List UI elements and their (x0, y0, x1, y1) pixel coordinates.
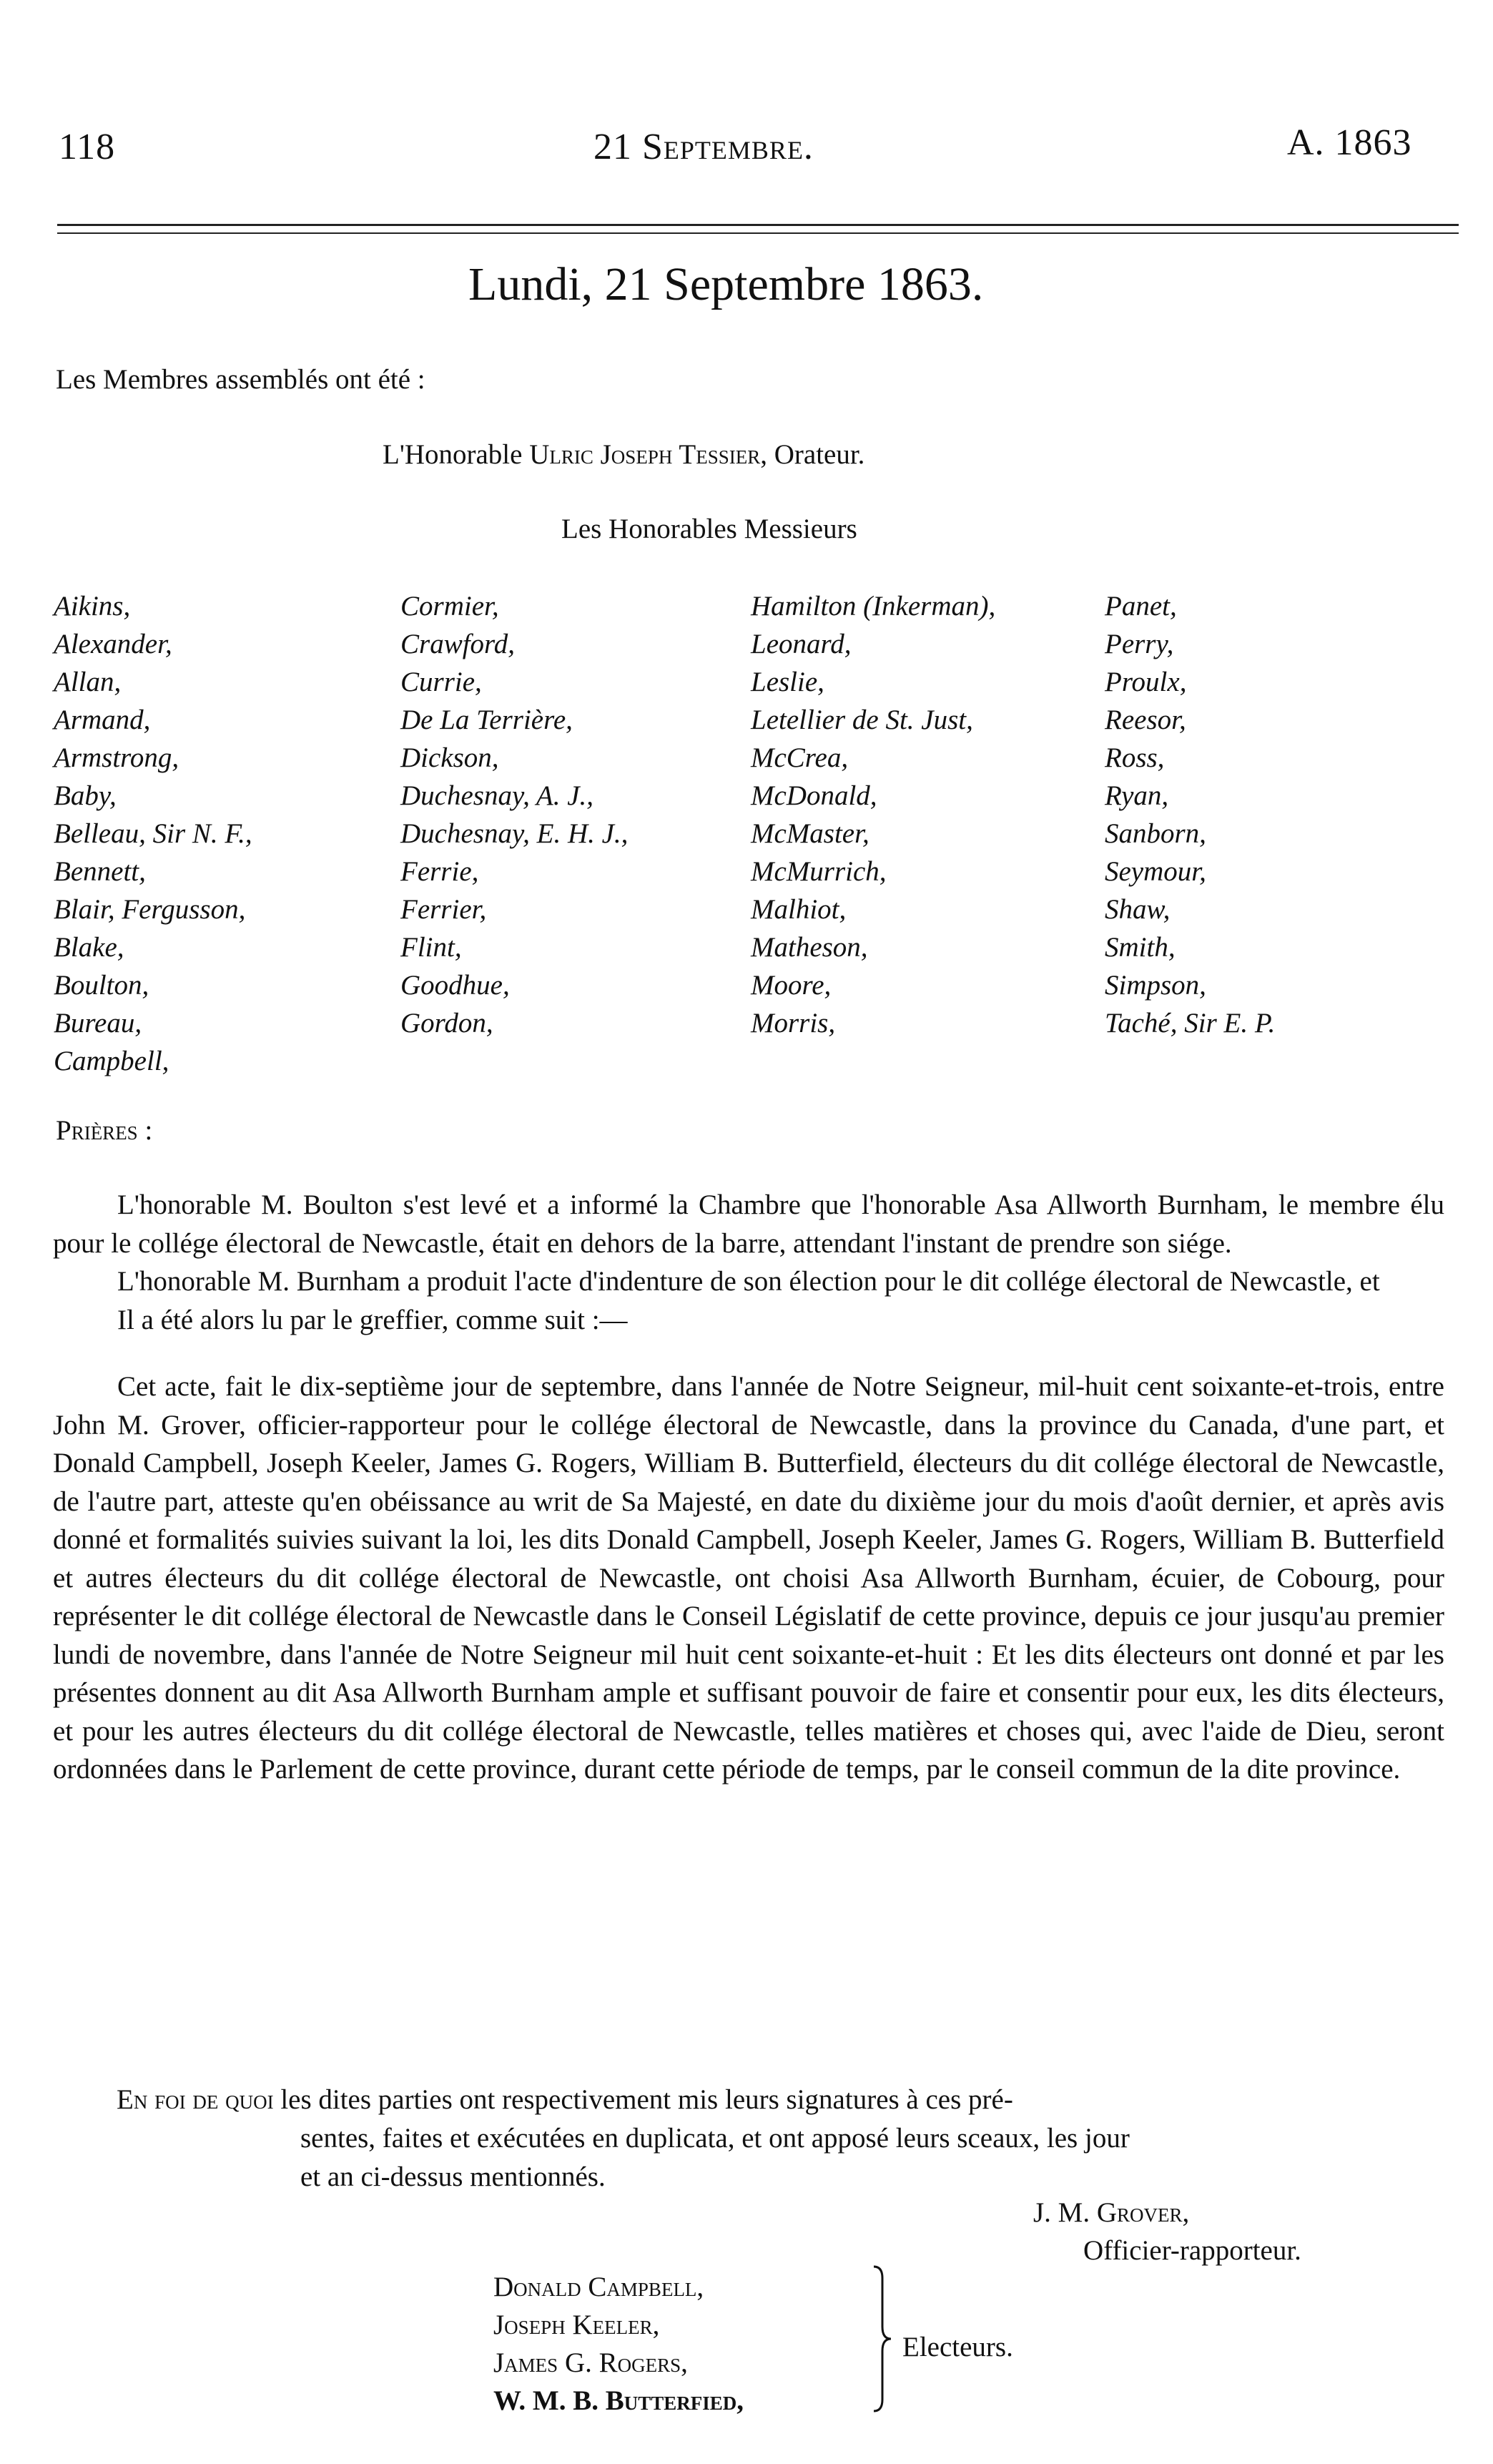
elector-name: James G. Rogers, (493, 2347, 688, 2378)
member-name: Leslie, (751, 667, 824, 697)
members-column-2 (400, 586, 628, 1041)
member-name: Goodhue, (400, 970, 510, 1001)
member-name: De La Terrière, (400, 705, 573, 735)
member-name: Taché, Sir E. P. (1105, 1008, 1276, 1039)
member-name: Armstrong, (54, 742, 179, 773)
page-number: 118 (59, 127, 116, 167)
paragraph-boulton: L'honorable M. Boulton s'est levé et a informé la Chambre que l'honorable Asa Allworth Burnham, le membre élu pour le collége électoral de Newcastle, était en dehors de la barre, attendant l'instant de prendre son siége. (53, 1189, 1444, 1259)
member-name: Crawford, (400, 629, 516, 659)
members-column-3 (751, 586, 995, 1041)
paragraph-burnham: L'honorable M. Burnham a produit l'acte d'indenture de son élection pour le dit collége électoral de Newcastle, et (117, 1266, 1380, 1297)
paragraph-acte: Cet acte, fait le dix-septième jour de septembre, dans l'année de Notre Seigneur, mil-huit cent soixante-et-trois, entre John M. Grover, officier-rapporteur pour le collége électoral de Newcastle, dans la province du Canada, d'une part, et Donald Campbell, Joseph Keeler, James G. Rogers, William B. Butterfield, électeurs du dit collége électoral de Newcastle, de l'autre part, atteste qu'en obéissance au writ de Sa Majesté, en date du dixième jour du mois d'août dernier, et après avis donné et formalités suivies suivant la loi, les dits Donald Campbell, Joseph Keeler, James G. Rogers, William B. Butterfield et autres électeurs du dit collége électoral de Newcastle, ont choisi Asa Allworth Burnham, écuier, de Cobourg, pour représenter le dit collége électoral de Newcastle dans le Conseil Législatif de cette province, depuis ce jour jusqu'au premier lundi de novembre, dans l'année de Notre Seigneur mil huit cent soixante-et-huit : Et les dits électeurs ont donné et par les présentes donnent au dit Asa Allworth Burnham ample et suffisant pouvoir de faire et consentir pour eux, les dits électeurs, et pour les autres électeurs du dit collége électoral de Newcastle, telles matières et choses qui, avec l'aide de Dieu, seront ordonnées dans le Parlement de cette province, durant cette période de temps, par le conseil commun de la dite province. (53, 1371, 1444, 1785)
member-name: Currie, (400, 667, 482, 697)
member-name: Blair, Fergusson, (54, 894, 246, 925)
member-name: Ross, (1105, 742, 1165, 773)
member-name: Reesor, (1105, 705, 1186, 735)
elector-name: Joseph Keeler, (493, 2310, 660, 2340)
elector-name: Donald Campbell, (493, 2272, 704, 2302)
paragraph-greffier: Il a été alors lu par le greffier, comme suit :— (117, 1304, 628, 1335)
member-name: Allan, (54, 667, 122, 697)
member-name: Belleau, Sir N. F., (54, 818, 252, 849)
foi-line-2: sentes, faites et exécutées en duplicata, et ont apposé leurs sceaux, les jour (300, 2123, 1130, 2154)
member-name: Malhiot, (751, 894, 847, 925)
prieres-heading: Prières : (56, 1115, 153, 1146)
member-name: Bureau, (54, 1008, 142, 1039)
foi-lead: En foi de quoi (117, 2084, 274, 2115)
header-date: 21 Septembre. (593, 127, 814, 167)
member-name: Aikins, (54, 591, 131, 622)
header-year: A. 1863 (1287, 122, 1412, 163)
member-name: Flint, (400, 932, 462, 963)
member-name: Alexander, (54, 629, 172, 659)
member-name: McMurrich, (751, 856, 887, 887)
member-name: Bennett, (54, 856, 146, 887)
body-text (53, 1186, 1444, 1789)
member-name: Letellier de St. Just, (751, 705, 973, 735)
page-title: Lundi, 21 Septembre 1863. (468, 258, 984, 310)
elector-name: W. M. B. Butterfied, (493, 2385, 744, 2416)
electors-label: Electeurs. (902, 2332, 1013, 2362)
member-name: Ferrier, (400, 894, 487, 925)
foi-line-1 (117, 2080, 1013, 2119)
member-name: Boulton, (54, 970, 149, 1001)
speaker-suffix: , Orateur. (760, 439, 865, 470)
signature-role: Officier-rapporteur. (1083, 2235, 1301, 2266)
header-rule-bottom (57, 232, 1459, 234)
member-name: Simpson, (1105, 970, 1206, 1001)
member-name: Morris, (751, 1008, 836, 1039)
member-name: Duchesnay, E. H. J., (400, 818, 629, 849)
members-column-4 (1105, 586, 1275, 1041)
member-name: Proulx, (1105, 667, 1187, 697)
member-name: Matheson, (751, 932, 868, 963)
member-name: Smith, (1105, 932, 1176, 963)
signature-name: J. M. Grover, (1033, 2197, 1190, 2228)
member-name: Dickson, (400, 742, 499, 773)
member-name: Armand, (54, 705, 151, 735)
member-name: Ferrie, (400, 856, 479, 887)
member-name: Blake, (54, 932, 124, 963)
members-intro: Les Membres assemblés ont été : (56, 364, 425, 395)
member-name: McCrea, (751, 742, 849, 773)
speaker-prefix: L'Honorable (383, 439, 523, 470)
member-name: Seymour, (1105, 856, 1206, 887)
speaker-line (383, 435, 864, 474)
member-name: Hamilton (Inkerman), (751, 591, 996, 622)
members-column-1 (54, 586, 252, 1079)
member-name: Baby, (54, 780, 117, 811)
member-name: Shaw, (1105, 894, 1171, 925)
header-rule-top (57, 224, 1459, 226)
member-name: Duchesnay, A. J., (400, 780, 594, 811)
speaker-name: Ulric Joseph Tessier (529, 439, 761, 470)
member-name: Gordon, (400, 1008, 493, 1039)
foi-line-3: et an ci-dessus mentionnés. (300, 2161, 606, 2192)
member-name: McMaster, (751, 818, 869, 849)
member-name: Perry, (1105, 629, 1174, 659)
curly-brace-icon (871, 2264, 892, 2414)
member-name: Ryan, (1105, 780, 1169, 811)
member-name: Moore, (751, 970, 832, 1001)
foi-text-1: les dites parties ont respectivement mis leurs signatures à ces pré- (280, 2084, 1013, 2115)
member-name: Cormier, (400, 591, 499, 622)
member-name: McDonald, (751, 780, 877, 811)
member-name: Sanborn, (1105, 818, 1206, 849)
member-name: Panet, (1105, 591, 1177, 622)
member-name: Leonard, (751, 629, 852, 659)
member-name: Campbell, (54, 1046, 169, 1076)
honorables-heading: Les Honorables Messieurs (561, 514, 857, 544)
